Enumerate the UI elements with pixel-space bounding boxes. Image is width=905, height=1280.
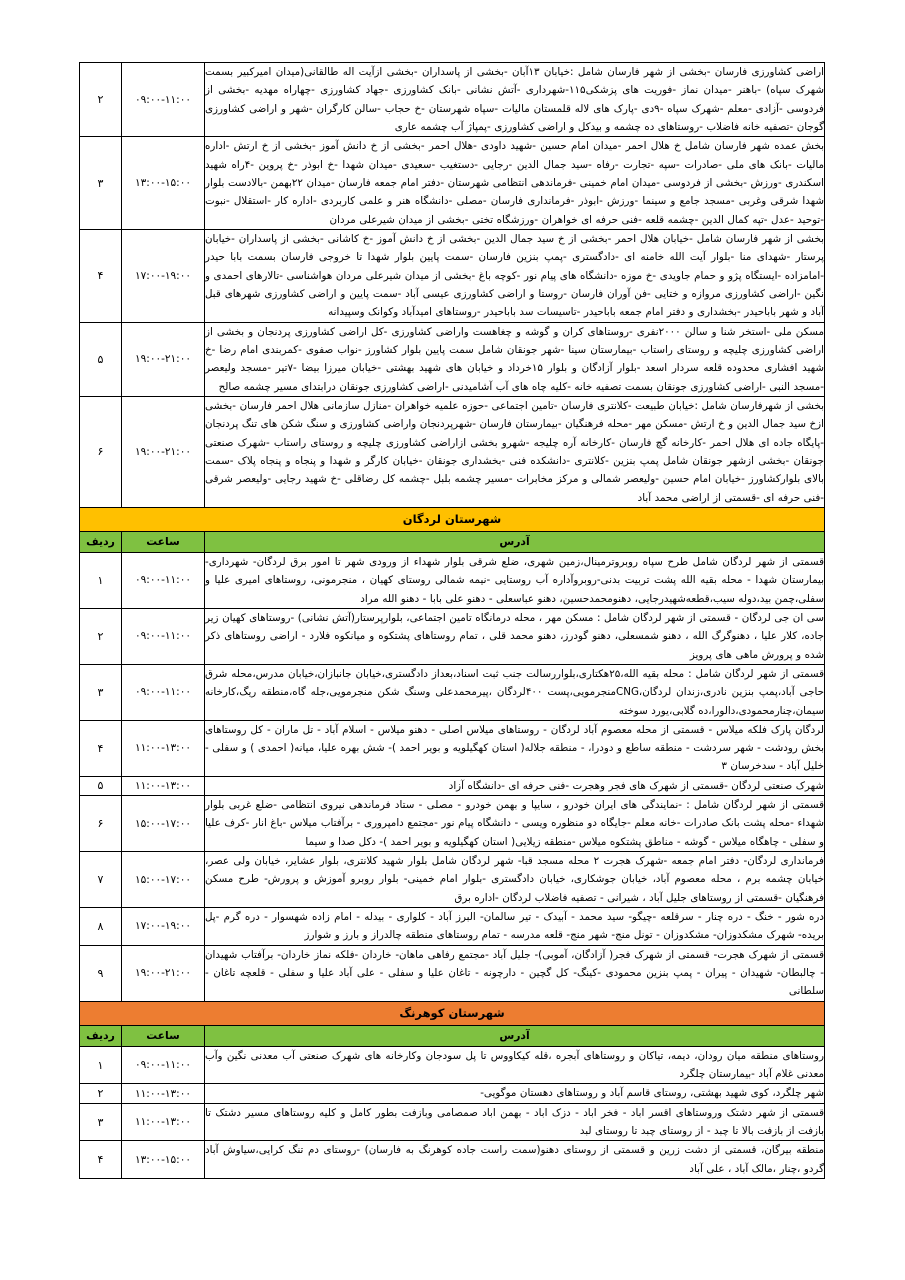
table-row xyxy=(80,720,825,776)
cell-time: ۰۹:۰۰-۱۱:۰۰ xyxy=(122,552,205,608)
cell-address: قسمتی از شهر لردگان شامل طرح سپاه روبروترمینال،زمین شهری، ضلع شرقی بلوار شهداء از ورودی شهر تا امور برق لردگان- شهرداری- بیمارستان شهدا - محله بقیه الله پشت تربیت بدنی-روبروآداره آب روستایی -نیمه شمالی روستای کهیان ، منجرمونی، روستاهای امیری علیا و سفلی،چمن بید،دوله سیب،قطعه‌شهیدرجایی، دهنومحمدحسین، دهنو عباسعلی - دهنو علی بابا - دهنو الله مراد xyxy=(205,552,825,608)
county-band-section-kouhrang xyxy=(80,1001,825,1025)
table-row xyxy=(80,137,825,230)
cell-time: ۱۹:۰۰-۲۱:۰۰ xyxy=(122,322,205,396)
column-header-address: آدرس xyxy=(205,1025,825,1046)
cell-time: ۱۳:۰۰-۱۵:۰۰ xyxy=(122,1141,205,1179)
cell-time: ۰۹:۰۰-۱۱:۰۰ xyxy=(122,608,205,664)
cell-time: ۱۹:۰۰-۲۱:۰۰ xyxy=(122,945,205,1001)
cell-time: ۰۹:۰۰-۱۱:۰۰ xyxy=(122,1046,205,1084)
cell-time: ۱۱:۰۰-۱۳:۰۰ xyxy=(122,776,205,795)
cell-address: منطقه بیرگان، قسمتی از دشت زرین و قسمتی از روستای دهنو(سمت راست جاده کوهرنگ به فارسان) -روستای دم تنگ کرایی،سیاوش آباد گردو ،چنار ،مالک آباد ، علی آباد xyxy=(205,1141,825,1179)
cell-time: ۱۳:۰۰-۱۵:۰۰ xyxy=(122,137,205,230)
cell-address: روستاهای منطقه میان رودان، دیمه، تیاکان و روستاهای آبجره ،قله کیکاووس تا پل سودجان وکارخانه های شهرک صنعتی آب معدنی نگین وآب معدنی غلام آباد -بیمارستان چلگرد xyxy=(205,1046,825,1084)
cell-address: قسمتی از شهرک هجرت- قسمتی از شهرک فجر( آزادگان، آموبی)- جلیل آباد -مجتمع رفاهی ماهان- خاردان -فلکه نماز خاردان- برآفتاب شهیدان - چالبطان- شهیدان - پیران - پمپ بنزین محمودی -کینگ- کل گچین - دارچونه - تاغان علیا و سفلی - علی آباد علیا و سفلی - قلعچه تاغان - سلطانی xyxy=(205,945,825,1001)
cell-time: ۰۹:۰۰-۱۱:۰۰ xyxy=(122,63,205,137)
cell-address: قسمتی از شهر لردگان شامل : محله بقیه الله،۲۵هکتاری،بلواررسالت جنب ثبت اسناد،بعداز دادگستری،خیابان جانبازان،خیابان مدرس،محله شرق حاجی آباد،پمپ بنزین نادری،زندان لردگان،CNGمنجرمویی،پست ۴۰۰لردگان ،پیرمحمدعلی وسنگ شکن منجرمویی،جله گاه،منطقه ریگ،کارخانه سیمان،چنارمحمودی،دالورا،ده گلابی،یورد سوخته xyxy=(205,664,825,720)
cell-address: شهرک صنعتی لردگان -قسمتی از شهرک های فجر وهجرت -فنی حرفه ای -دانشگاه آزاد xyxy=(205,776,825,795)
county-band-section-lordegan xyxy=(80,507,825,531)
table-row xyxy=(80,1084,825,1103)
cell-row-number: ۵ xyxy=(80,322,122,396)
cell-time: ۱۱:۰۰-۱۳:۰۰ xyxy=(122,720,205,776)
cell-row-number: ۳ xyxy=(80,1103,122,1141)
cell-time: ۱۱:۰۰-۱۳:۰۰ xyxy=(122,1084,205,1103)
cell-address: دره شور - خنگ - دره چنار - سرقلعه -چیگو- سید محمد - آبیدک - تیر سالمان- البرز آباد - کلواری - بیدله - امام زاده شهسوار - دره گرم -پل بریده- شهرک مشکدوزان- مشکدوزان - تونل منج- شهر منج- قلعه مدرسه - تمام روستاهای منطقه چالدراز و بارز و شوارز xyxy=(205,908,825,946)
table-row xyxy=(80,852,825,908)
cell-address: سی ان جی لردگان - قسمتی از شهر لردگان شامل : مسکن مهر ، محله درمانگاه تامین اجتماعی، بلوارپرستار(آتش نشانی) -روستاهای کهیان زیر جاده، کلار علیا ، دهنوگرگ الله ، دهنو شمسعلی، دهنو گودرز، دهنو محمد قلی ، تمام روستاهای پشتکوه و میانکوه فلارد - اراضی روستاهای ذکر شده و پرورش ماهی های پرویز xyxy=(205,608,825,664)
column-header-time: ساعت xyxy=(122,531,205,552)
outage-schedule-table xyxy=(79,62,825,1179)
table-row xyxy=(80,396,825,507)
cell-address: لردگان پارک فلکه میلاس - قسمتی از محله معصوم آباد لردگان - روستاهای میلاس اصلی - دهنو میلاس - اسلام آباد - تل ماران - کل روستاهای بخش رودشت - شهر سردشت - منطقه ساطع و دودرا، - منطقه جلاله( استان کهگیلویه و بویر احمد )- شش بهره علیا، میانه( احمدی ) و سفلی - خلیل آباد - سدخرسان ۳ xyxy=(205,720,825,776)
cell-address: شهر چلگرد، کوی شهید بهشتی، روستای قاسم آباد و روستاهای دهستان موگویی- xyxy=(205,1084,825,1103)
column-header-address: آدرس xyxy=(205,531,825,552)
county-band-label: شهرستان کوهرنگ xyxy=(80,1001,825,1025)
cell-address: فرمانداری لردگان- دفتر امام جمعه -شهرک هجرت ۲ محله مسجد قبا- شهر لردگان شامل بلوار شهید کلانتری، بلوار عشایر، خیابان ولی عصر، خیابان چشمه برم ، محله معصوم آباد، خیابان جوشکاری، خیابان دادگستری -بلوار امام خمینی- بلوار روبرو آموزش و پرورش- طرح مسکن فرهنگیان -قسمتی از روستاهای جلیل آباد ، شیرانی - تصفیه فاضلاب لردگان -اداره برق xyxy=(205,852,825,908)
table-row xyxy=(80,552,825,608)
table-row xyxy=(80,1046,825,1084)
cell-row-number: ۹ xyxy=(80,945,122,1001)
column-header-row-number: ردیف xyxy=(80,1025,122,1046)
column-header-row-number: ردیف xyxy=(80,531,122,552)
cell-address: قسمتی از شهر دشتک وروستاهای اقسر اباد - فخر اباد - دزک اباد - بهمن اباد صمصامی وبازفت بطور کامل و کلیه روستاهای مسیر دشتک تا بازفت از بازفت بالا تا چبد - از روستای چبد تا روستای لبد xyxy=(205,1103,825,1141)
table-row xyxy=(80,608,825,664)
cell-time: ۱۷:۰۰-۱۹:۰۰ xyxy=(122,908,205,946)
cell-time: ۱۹:۰۰-۲۱:۰۰ xyxy=(122,396,205,507)
column-header-time: ساعت xyxy=(122,1025,205,1046)
table-row xyxy=(80,63,825,137)
cell-address: بخشی از شهر فارسان شامل -خیابان هلال احمر -بخشی از خ سید جمال الدین -بخشی از خ دانش آموز -خ کاشانی -بخشی از پاسداران -خیابان پرستار -شهدای منا -بلوار آیت الله خامنه ای -دادگستری -پمپ بنزین فارسان -سمت پایین بلوار شهدا تا خروجی فارسان بسمت بابا حیدر -امامزاده -ایستگاه پژو و حمام جاویدی -خ موزه -دانشگاه های پیام نور -کوچه باغ -بخشی از میدان شیرعلی مردان هواشناسی -تالارهای احمدی و نگین -اراضی کشاورزی مروازه و ختایی -فن آوران فارسان -روستا و اراضی کشاورزی عیسی آباد -سمت پایین و اراضی کشاورزی شهرهای قبل آباد و شهر باباحیدر -بخشداری و دفتر امام جمعه باباحیدر -تاسیسات سد باباحیدر -روستاهای امیدآباد وکوانک وسپیدانه xyxy=(205,229,825,322)
cell-time: ۱۱:۰۰-۱۳:۰۰ xyxy=(122,1103,205,1141)
table-row xyxy=(80,945,825,1001)
cell-row-number: ۵ xyxy=(80,776,122,795)
cell-row-number: ۳ xyxy=(80,664,122,720)
cell-row-number: ۲ xyxy=(80,63,122,137)
cell-row-number: ۴ xyxy=(80,1141,122,1179)
cell-row-number: ۸ xyxy=(80,908,122,946)
cell-time: ۰۹:۰۰-۱۱:۰۰ xyxy=(122,664,205,720)
table-row xyxy=(80,229,825,322)
table-row xyxy=(80,664,825,720)
table-row xyxy=(80,1103,825,1141)
cell-row-number: ۳ xyxy=(80,137,122,230)
column-header-row xyxy=(80,531,825,552)
cell-address: مسکن ملی -استخر شنا و سالن ۲۰۰۰نفری -روستاهای کران و گوشه و چغاهست واراضی کشاورزی -کل اراضی کشاورزی پردنجان و بخشی از اراضی کشاورزی چلیچه و روستای راستاب -بیمارستان سینا -شهر جونقان شامل سمت پایین بلوار کشاورز -نواب صفوی -کمربندی امام رضا -خ شهید افشاری محدوده قلعه سردار اسعد -بلوار آزادگان و بلوار ۱۵خرداد و خیابان های شهید بهشتی -خیابان میرزا بیضا -۷تیر -مسجد ولیعصر -مسجد النبی -اراضی کشاورزی جونقان بسمت تصفیه خانه -کلیه چاه های آب آشامیدنی -اراضی کشاورزی جونقان درابتدای مسیر چشمه صالح xyxy=(205,322,825,396)
table-row xyxy=(80,776,825,795)
cell-address: بخش عمده شهر فارسان شامل خ هلال احمر -میدان امام حسین -شهید داودی -هلال احمر -بخشی از خ دانش آموز -بخشی از خ ارتش -اداره مالیات -بانک های ملی -صادرات -سپه -تجارت -رفاه -سید جمال الدین -رجایی -دستغیب -سعیدی -میدان شهدا -خ ابوذر -خ پروین -۴راه شهید اسکندری -ورزش -بخشی از فردوسی -میدان امام خمینی -فرماندهی انتظامی شهرستان -دفتر امام جمعه فارسان -میدان ۲۲بهمن -بالادست بلوار شهدا شرقی وغربی -مسجد جامع و سینما -ورزش -ابوذر -فرمانداری فارسان -مصلی -دانشگاه هنر و علمی کاربردی -اداره کار -استقلال -نبوت -توحید -عدل -تپه کمال الدین -چشمه قلعه -فنی حرفه ای خواهران -ورزشگاه تختی -بخشی از میدان شیرعلی مردان xyxy=(205,137,825,230)
cell-address: بخشی از شهرفارسان شامل :خیابان طبیعت -کلانتری فارسان -تامین اجتماعی -حوزه علمیه خواهران -منازل سازمانی هلال احمر فارسان -بخشی ازخ سید جمال الدین و خ ارتش -مسکن مهر -محله فرهنگیان -بیمارستان فارسان -شهرپردنجان واراضی کشاورزی و سنگ شکن های تنگ پردنجان -پایگاه جاده ای هلال احمر -کارخانه گچ فارسان -کارخانه آره چلیجه -شهرو بخشی ازاراضی کشاورزی چلیچه و روستای راستاب -شهرک صنعتی جونقان -بخشی ازشهر جونقان شامل پمپ بنزین -کلانتری -دانشکده فنی -بخشداری جونقان -خیابان کارگر و شهدا و پنجاه و پنجاه پلاک -سمت بالای بلوارکشاورز -خیابان امام حسین -ولیعصر شمالی و مرکز مخابرات -مسیر چشمه بلبل -چشمه کل رضاقلی -خ شهید رجایی -ولیعصر شرقی -فنی حرفه ای -قسمتی از اراضی محمد آباد xyxy=(205,396,825,507)
cell-row-number: ۲ xyxy=(80,608,122,664)
cell-address: قسمتی از شهر لردگان شامل : -نمایندگی های ایران خودرو ، سایپا و بهمن خودرو - مصلی - ستاد فرماندهی نیروی انتظامی -ضلع غربی بلوار شهداء -محله پشت بانک صادرات -خانه معلم -جایگاه دو منظوره ویسی - دانشگاه پیام نور -مجتمع دامپروری - برآفتاب میلاس -باغ انار -کرف علیا و سفلی - چاهگاه میلاس - گوشه - مناطق پشتکوه میلاس -منطقه زیلایی( استان کهگیلویه و بویر احمد )- دکل صدا و سیما xyxy=(205,796,825,852)
cell-row-number: ۶ xyxy=(80,396,122,507)
cell-row-number: ۲ xyxy=(80,1084,122,1103)
cell-time: ۱۷:۰۰-۱۹:۰۰ xyxy=(122,229,205,322)
table-row xyxy=(80,908,825,946)
county-band-label: شهرستان لردگان xyxy=(80,507,825,531)
cell-row-number: ۷ xyxy=(80,852,122,908)
column-header-row xyxy=(80,1025,825,1046)
table-row xyxy=(80,322,825,396)
table-row xyxy=(80,1141,825,1179)
cell-row-number: ۱ xyxy=(80,1046,122,1084)
cell-row-number: ۶ xyxy=(80,796,122,852)
table-row xyxy=(80,796,825,852)
cell-time: ۱۵:۰۰-۱۷:۰۰ xyxy=(122,852,205,908)
cell-row-number: ۱ xyxy=(80,552,122,608)
cell-time: ۱۵:۰۰-۱۷:۰۰ xyxy=(122,796,205,852)
cell-address: اراضی کشاورزی فارسان -بخشی از شهر فارسان شامل :خیابان ۱۳آبان -بخشی از پاسداران -بخشی ازآیت اله طالقانی(میدان امیرکبیر بسمت شهرک سپاه) -باهنر -میدان نماز -فوریت های پزشکی۱۱۵-شهرداری -آتش نشانی -بانک کشاورزی -جهاد کشاورزی -چهاراه مهدیه -بخشی از فردوسی -آزادی -معلم -شهرک سپاه -۹دی -پارک های لاله قلمستان مالیات -سپاه شهرستان -خ حجاب -سالن کارگران -شهر و اراضی کشاورزی گوجان -تصفیه خانه فاضلاب -روستاهای ده چشمه و بیدکل و اراضی کشاورزی -پمپاژ آب چشمه عاری xyxy=(205,63,825,137)
cell-row-number: ۴ xyxy=(80,720,122,776)
cell-row-number: ۴ xyxy=(80,229,122,322)
